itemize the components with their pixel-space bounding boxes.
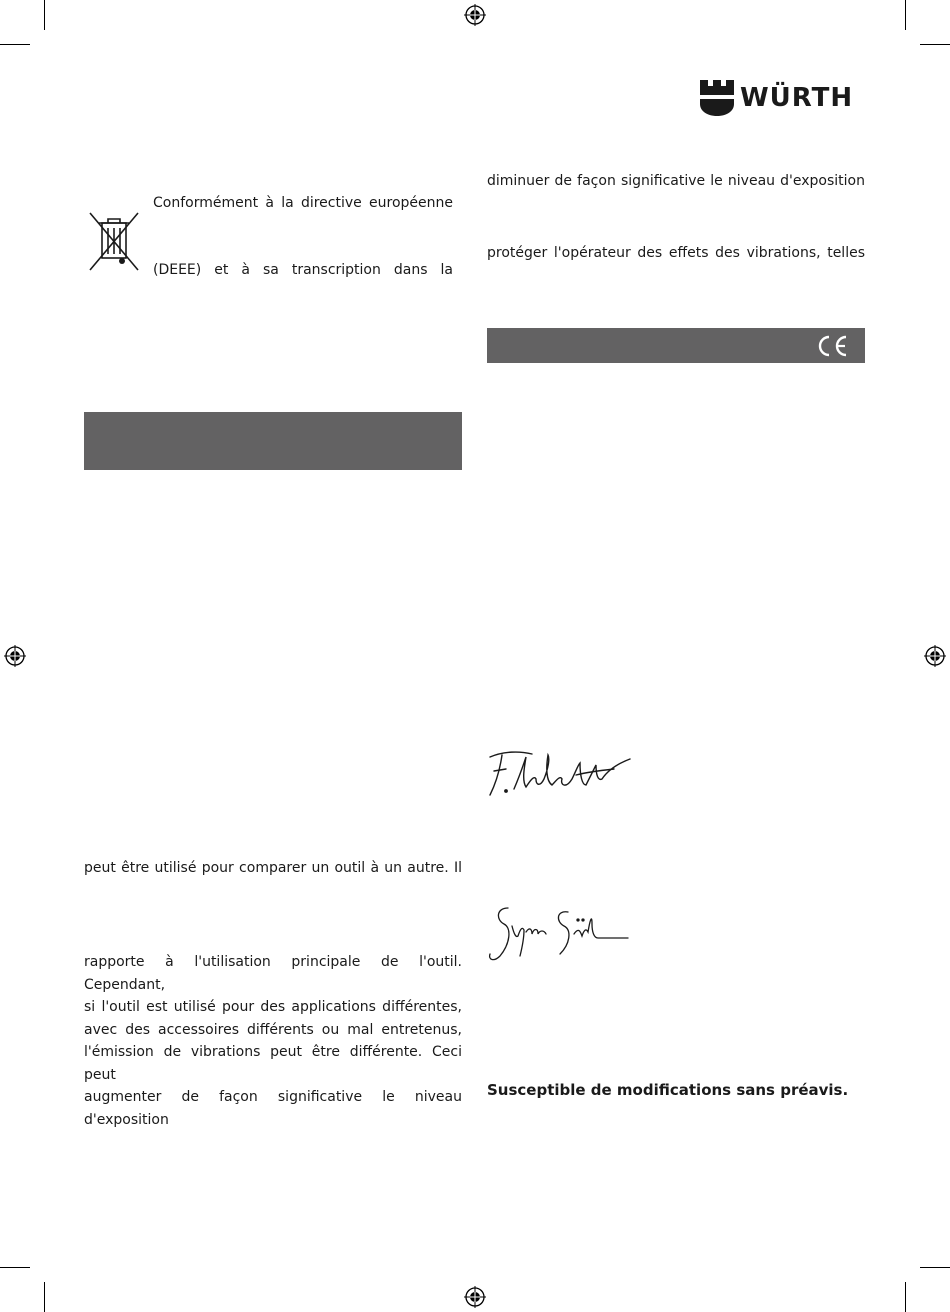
section-header-bar [84,412,462,470]
crop-mark [905,1282,906,1312]
vibration-text-line: si l'outil est utilisé pour des applications différentes, [84,999,462,1015]
vibration-text-line: l'émission de vibrations peut être différente. Ceci peut [84,1044,462,1083]
vibration-protection-text-line: protéger l'opérateur des effets des vibrations, telles [487,245,865,261]
change-notice: Susceptible de modifications sans préavis. [487,1081,849,1099]
signature-image [486,900,632,966]
vibration-text-line: avec des accessoires différents ou mal entretenus, [84,1021,462,1038]
exposure-text-line: diminuer de façon significative le niveau d'exposition [487,173,865,189]
vibration-text-line: augmenter de façon significative le niveau d'exposition [84,1089,462,1128]
crop-mark [920,44,950,45]
crossed-bin-icon [86,210,142,272]
weee-text-line: (DEEE) et à sa transcription dans la [153,262,453,278]
crop-mark [44,0,45,30]
signature-image [486,745,632,801]
registration-mark-icon [924,645,946,667]
crop-mark [0,44,30,45]
vibration-text-line: rapporte à l'utilisation principale de l'outil. Cependant, [84,954,462,993]
vibration-text-block [84,951,462,1131]
registration-mark-icon [464,1286,486,1308]
registration-mark-icon [464,4,486,26]
brand-logo [700,80,853,116]
conformity-header-bar [487,328,865,363]
crop-mark [920,1267,950,1268]
crop-mark [0,1267,30,1268]
crop-mark [905,0,906,30]
vibration-text-line: peut être utilisé pour comparer un outil à un autre. Il [84,860,462,876]
wurth-tower-icon [700,80,734,116]
ce-mark-icon [815,335,849,357]
weee-text-line: Conformément à la directive européenne [153,195,453,211]
crop-mark [44,1282,45,1312]
brand-name: WÜRTH [740,83,854,113]
registration-mark-icon [4,645,26,667]
